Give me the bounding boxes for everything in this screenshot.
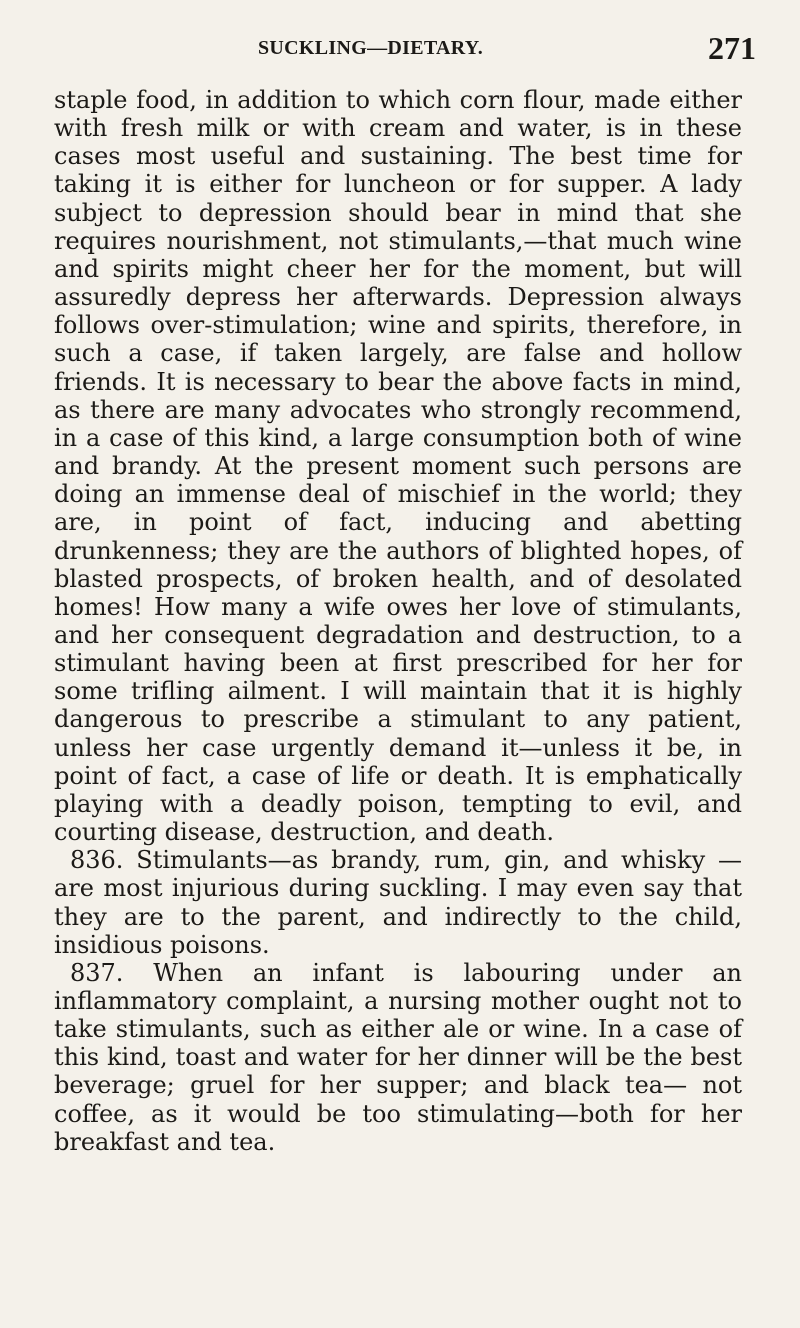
- paragraph-continued: staple food, in addition to which corn flour, made either with fresh milk or with cream and water, is in these cases most useful and sustaining. The best time for taking it is either for luncheon or for supper. A lady subject to depression should bear in mind that she requires nourishment, not stimulants,—that much wine and spirits might cheer her for the moment, but will assuredly depress her afterwards. Depression always follows over-stimulation; wine and spirits, therefore, in such a case, if taken largely, are false and hollow friends. It is necessary to bear the above facts in mind, as there are many advocates who strongly recommend, in a case of this kind, a large consumption both of wine and brandy. At the present moment such persons are doing an immense deal of mischief in the world; they are, in point of fact, inducing and abetting drunkenness; they are the authors of blighted hopes, of blasted prospects, of broken health, and of desolated homes! How many a wife owes her love of stimulants, and her consequent degradation and destruction, to a stimulant having been at first prescribed for her for some trifling ailment. I will maintain that it is highly dangerous to prescribe a stimulant to any patient, unless her case urgently demand it—unless it be, in point of fact, a case of life or death. It is emphatically playing with a deadly poison, tempting to evil, and courting disease, destruction, and death.: [54, 86, 742, 847]
- running-head: [0, 30, 800, 70]
- paragraph-837: 837. When an infant is labouring under an inflammatory complaint, a nursing mother ought not to take stimulants, such as either ale or wine. In a case of this kind, toast and water for her dinner will be the best beverage; gruel for her supper; and black tea— not coffee, as it would be too stimulating—both for her breakfast and tea.: [54, 958, 742, 1156]
- body-text: [54, 86, 742, 1156]
- paragraph-836: 836. Stimulants—as brandy, rum, gin, and whisky —are most injurious during suckling. I may even say that they are to the parent, and indirectly to the child, insidious poisons.: [54, 846, 742, 959]
- page-number: 271: [708, 30, 756, 66]
- running-title: SUCKLING—DIETARY.: [258, 37, 484, 59]
